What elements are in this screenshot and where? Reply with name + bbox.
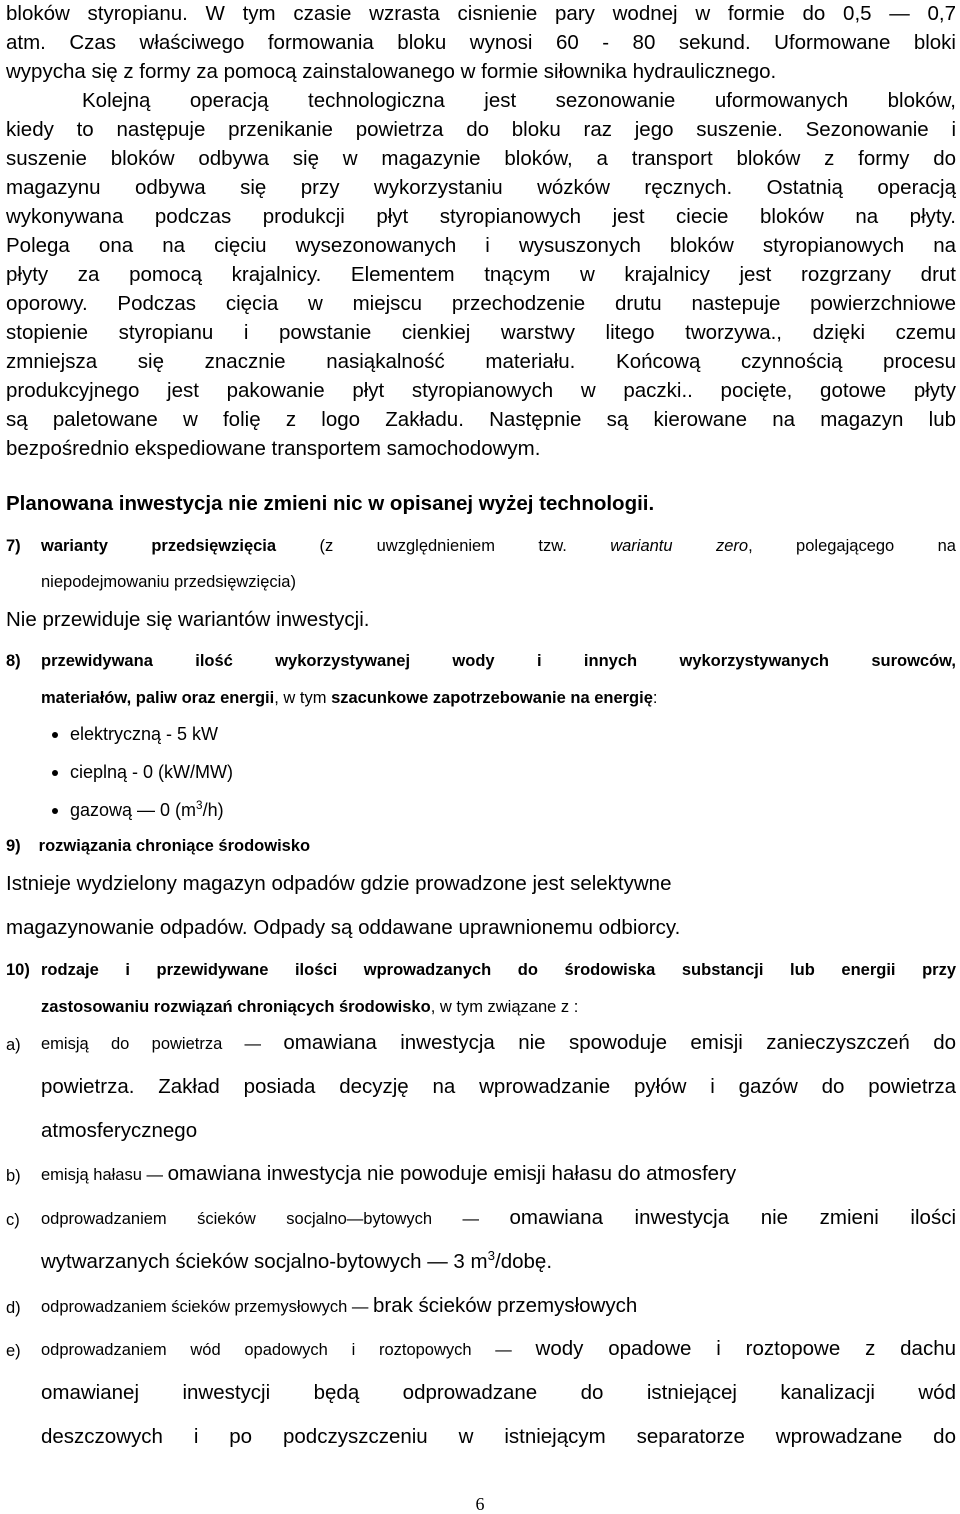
item-text: wytwarzanych ścieków socjalno-bytowych — 3 m [41,1250,488,1273]
bullet-item [52,760,233,784]
section-7-heading-cont: niepodejmowaniu przedsięwzięcia) [41,573,296,591]
heading-text: : [652,689,658,707]
paragraph-line: suszenie bloków odbywa się w magazynie bloków, a transport bloków z formy do [6,147,956,170]
paragraph-line: atm. Czas właściwego formowania bloku wynosi 60 - 80 sekund. Uformowane bloki [6,31,956,54]
superscript: 3 [487,1248,496,1264]
paragraph-line: kiedy to następuje przenikanie powietrza do bloku raz jego suszenie. Sezonowanie i [6,118,956,141]
item-b-line [41,1162,960,1187]
section-title: rozwiązania chroniące środowisko [38,837,311,855]
item-type: odprowadzaniem ścieków przemysłowych — [41,1298,373,1316]
section-number: 7) [6,537,21,555]
bullet-icon [52,770,58,776]
item-a-line [41,1031,956,1056]
heading-text: (z uwzględnieniem tzw. [276,537,611,555]
item-type: odprowadzaniem wód opadowych i roztopowych — [41,1341,536,1359]
paragraph-line: produkcyjnego jest pakowanie płyt styropianowych w paczki.. pocięte, gotowe płyty [6,379,956,402]
heading-italic: wariantu zero [610,537,749,555]
bullet-text: cieplną - 0 (kW/MW) [70,762,234,782]
item-type: odprowadzaniem ścieków socjalno—bytowych — [41,1210,510,1228]
section-8-heading: przewidywana ilość wykorzystywanej wody i innych wykorzystywanych surowców, [41,652,956,670]
heading-bold: szacunkowe zapotrzebowanie na energię [331,689,653,707]
heading-text: , w tym [274,689,332,707]
paragraph-line: Polega ona na cięciu wysezonowanych i wysuszonych bloków styropianowych na [6,234,956,257]
bullet-item [52,798,224,822]
section-number: 10) [6,961,30,979]
section-10-heading-cont [41,995,960,1019]
paragraph-line: są paletowane w folię z logo Zakładu. Następnie są kierowane na magazyn lub [6,408,956,431]
item-e-line: omawianej inwestycji będą odprowadzane do istniejącej kanalizacji wód [41,1381,956,1404]
item-e-line [41,1337,956,1362]
item-type: emisją do powietrza — [41,1035,284,1053]
paragraph-line: wykonywana podczas produkcji płyt styropianowych jest ciecie bloków na płyty. [6,205,956,228]
section-number: 9) [6,837,21,855]
section-9-text: magazynowanie odpadów. Odpady są oddawane uprawnionemu odbiorcy. [6,916,681,939]
item-a-line: atmosferycznego [41,1119,198,1142]
page-number: 6 [475,1494,485,1514]
paragraph-line: magazynu odbywa się przy wykorzystaniu wózków ręcznych. Ostatnią operacją [6,176,956,199]
section-number: 8) [6,652,21,670]
item-text: omawiana inwestycja nie powoduje emisji hałasu do atmosfery [167,1162,737,1185]
item-e-label: e) [6,1342,21,1360]
paragraph-line: oporowy. Podczas cięcia w miejscu przechodzenie drutu nastepuje powierzchniowe [6,292,956,315]
bullet-icon [52,732,58,738]
heading-bold: materiałów, paliw oraz energii [41,689,275,707]
section-7-heading [41,534,956,558]
item-text: brak ścieków przemysłowych [372,1294,638,1317]
bullet-text: gazową — 0 (m [70,800,197,820]
item-type: emisją hałasu — [41,1166,168,1184]
paragraph-line: zmniejsza się znacznie nasiąkalność materiału. Końcową czynnością procesu [6,350,956,373]
bullet-icon [52,808,58,814]
item-d-label: d) [6,1299,21,1317]
item-c-label: c) [6,1211,20,1229]
item-text: wody opadowe i roztopowe z dachu [535,1337,956,1360]
section-9-text: Istnieje wydzielony magazyn odpadów gdzie prowadzone jest selektywne [6,872,672,895]
paragraph-line: Kolejną operacją technologiczna jest sezonowanie uformowanych bloków, [82,89,956,112]
item-text: /dobę. [495,1250,553,1273]
paragraph-line: stopienie styropianu i powstanie cienkiej warstwy litego tworzywa., dzięki czemu [6,321,956,344]
bullet-item [52,722,218,746]
section-10-heading: rodzaje i przewidywane ilości wprowadzanych do środowiska substancji lub energii przy [41,961,956,979]
section-9-heading [6,834,956,858]
heading-bold: zastosowaniu rozwiązań chroniących środowisko [41,998,431,1016]
heading-text: , polegającego na [748,537,956,555]
item-text: omawiana inwestycja nie zmieni ilości [509,1206,956,1229]
bullet-text: /h) [202,800,224,820]
bullet-text: elektryczną - 5 kW [70,724,219,744]
paragraph-line: bezpośrednio ekspediowane transportem samochodowym. [6,437,541,460]
paragraph-line: płyty za pomocą krajalnicy. Elementem tnącym w krajalnicy jest rozgrzany drut [6,263,956,286]
superscript: 3 [196,799,203,812]
section-7-answer: Nie przewiduje się wariantów inwestycji. [6,608,370,631]
statement: Planowana inwestycja nie zmieni nic w opisanej wyżej technologii. [6,492,655,515]
section-8-heading-cont [41,686,960,710]
item-text: omawiana inwestycja nie spowoduje emisji zanieczyszczeń do [283,1031,956,1054]
section-title: warianty przedsięwzięcia [41,537,277,555]
item-b-label: b) [6,1167,21,1185]
heading-text: , w tym związane z : [430,998,579,1016]
paragraph-line: wypycha się z formy za pomocą zainstalowanego w formie siłownika hydraulicznego. [6,60,777,83]
item-e-line: deszczowych i po podczyszczeniu w istniejącym separatorze wprowadzane do [41,1425,956,1448]
item-d-line [41,1294,960,1319]
item-a-line: powietrza. Zakład posiada decyzję na wprowadzanie pyłów i gazów do powietrza [41,1075,956,1098]
paragraph-line: bloków styropianu. W tym czasie wzrasta cisnienie pary wodnej w formie do 0,5 — 0,7 [6,2,956,25]
item-c-line [41,1250,960,1274]
item-c-line [41,1206,956,1231]
item-a-label: a) [6,1036,21,1054]
